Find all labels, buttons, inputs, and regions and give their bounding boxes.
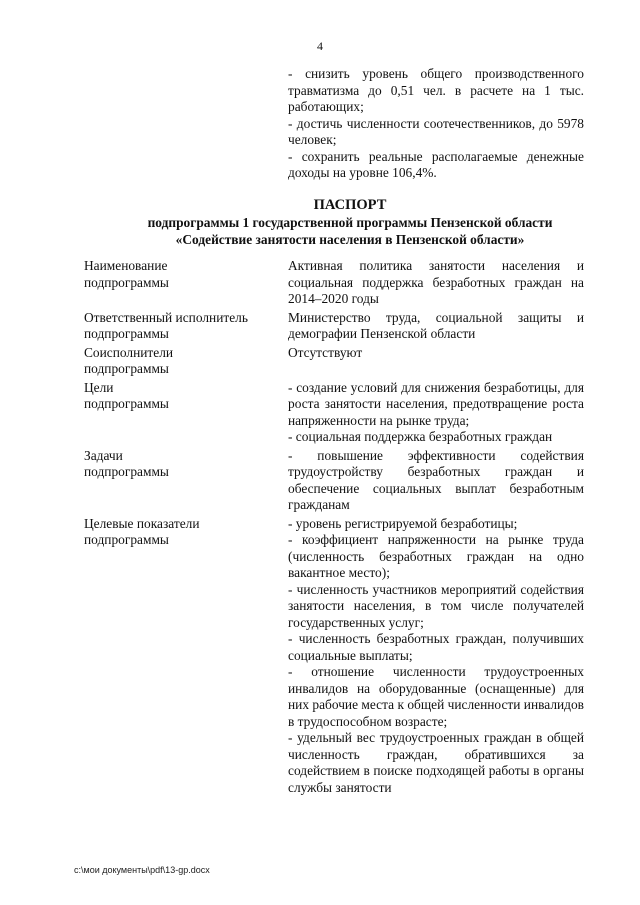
row-value [288, 258, 584, 308]
value-item: Активная политика занятости населения и социальная поддержка безработных граждан на 2014–2020 годы [288, 258, 584, 306]
value-item: - повышение эффективности содействия трудоустройству безработных граждан и обеспечение социальных выплат безработным гражданам [288, 447, 584, 512]
row-label-line: подпрограммы [84, 361, 169, 376]
row-label-line: Ответственный исполнитель [84, 309, 248, 325]
table-row [84, 448, 584, 514]
intro-item: - сохранить реальные располагаемые денежные доходы на уровне 106,4%. [288, 148, 584, 180]
row-label-line: подпрограммы [84, 464, 169, 479]
table-row [84, 345, 584, 378]
page-number: 4 [317, 39, 323, 53]
row-label-line: Наименование [84, 258, 168, 273]
row-label-line: подпрограммы [84, 326, 169, 341]
row-value [288, 516, 584, 797]
row-label [84, 448, 288, 514]
table-row [84, 310, 584, 343]
value-item: Отсутствуют [288, 344, 363, 360]
row-label [84, 380, 288, 446]
row-label-line: Задачи [84, 447, 123, 463]
row-label-line: Соисполнители [84, 344, 174, 360]
passport-table [84, 258, 584, 798]
value-item: Министерство труда, социальной защиты и демографии Пензенской области [288, 309, 584, 341]
intro-list [288, 66, 584, 182]
row-value [288, 448, 584, 514]
row-value [288, 310, 584, 343]
value-item: - коэффициент напряженности на рынке труда (численность безработных граждан на одно вакантное место); [288, 532, 584, 580]
row-value [288, 345, 584, 378]
page-title: ПАСПОРТ [313, 197, 387, 213]
value-item: - отношение численности трудоустроенных инвалидов на оборудованные (оснащенные) для них рабочие места к общей численности инвалидов в трудоспособном возрасте; [288, 664, 584, 729]
row-label-line: Целевые показатели [84, 515, 200, 531]
row-label [84, 258, 288, 308]
row-label [84, 310, 288, 343]
value-item: - социальная поддержка безработных граждан [288, 429, 553, 444]
file-path-footer: c:\мои документы\pdf\13-gp.docx [74, 865, 210, 875]
value-item: - численность безработных граждан, получивших социальные выплаты; [288, 631, 584, 663]
row-label-line: подпрограммы [84, 274, 169, 290]
table-row [84, 380, 584, 446]
row-label-line: подпрограммы [84, 532, 169, 547]
passport-heading [70, 197, 630, 248]
table-row [84, 516, 584, 797]
value-item: - удельный вес трудоустроенных граждан в общей численность граждан, обратившихся за содействием в поиске подходящей работы в органы службы занятости [288, 730, 584, 795]
subtitle-line: подпрограммы 1 государственной программы Пензенской области [147, 215, 553, 230]
value-item: - уровень регистрируемой безработицы; [288, 515, 518, 531]
row-label-line: Цели [84, 379, 114, 395]
intro-item: - достичь численности соотечественников, до 5978 человек; [288, 115, 584, 147]
subtitle-line: «Содействие занятости населения в Пензенской области» [175, 232, 525, 247]
row-label [84, 345, 288, 378]
row-label [84, 516, 288, 797]
row-value [288, 380, 584, 446]
value-item: - создание условий для снижения безработицы, для роста занятости населения, предотвращение роста напряженности на рынке труда; [288, 379, 584, 428]
intro-item: - снизить уровень общего производственного травматизма до 0,51 чел. в расчете на 1 тыс. работающих; [288, 66, 584, 114]
value-item: - численность участников мероприятий содействия занятости населения, в том числе получателей государственных услуг; [288, 581, 584, 630]
table-row [84, 258, 584, 308]
row-label-line: подпрограммы [84, 396, 169, 411]
